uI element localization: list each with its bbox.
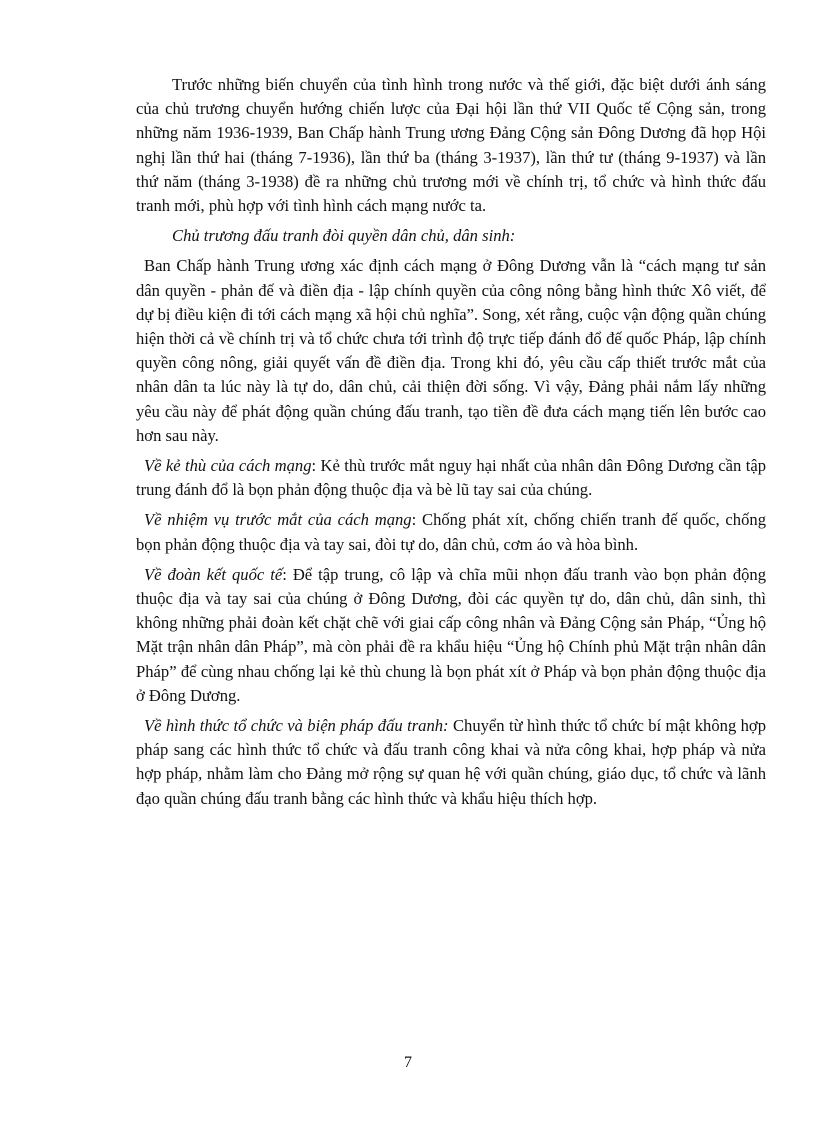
page-number: 7 <box>404 1054 412 1071</box>
paragraph-task-text: Ban Chấp hành Trung ương xác định cách mạng ở Đông Dương vẫn là “cách mạng tư sản dân quyền - phản đế và điền địa - lập chính quyền của công nông bằng hình thức Xô viết, để dự bị điều kiện đi tới cách mạng xã hội chủ nghĩa”. Song, xét rằng, cuộc vận động quần chúng hiện thời cả về chính trị và tổ chức chưa tới trình độ trực tiếp đánh đổ đế quốc Pháp, lập chính quyền công nông, giải quyết vấn đề điền địa. Trong khi đó, yêu cầu cấp thiết trước mắt của nhân dân ta lúc này là tự do, dân chủ, cải thiện đời sống. Vì vậy, Đảng phải nắm lấy những yêu cầu này để phát động quần chúng đấu tranh, tạo tiền đề đưa cách mạng tiến lên bước cao hơn sau này. <box>136 256 766 445</box>
paragraph-enemy-lead: Về kẻ thù của cách mạng <box>144 456 312 476</box>
paragraph-intro <box>136 73 766 218</box>
paragraph-methods-text: Chuyển từ hình thức tổ chức bí mật không hợp pháp sang các hình thức tổ chức và đấu tranh công khai và nửa công khai, hợp pháp và nửa hợp pháp, nhằm làm cho Đảng mở rộng sự quan hệ với quần chúng, giáo dục, tổ chức và lãnh đạo quần chúng đấu tranh bằng các hình thức và khẩu hiệu thích hợp. <box>136 716 766 808</box>
document-page <box>136 73 766 817</box>
paragraph-mission <box>136 508 766 556</box>
paragraph-enemy-text: : Kẻ thù trước mắt nguy hại nhất của nhân dân Đông Dương cần tập trung đánh đổ là bọn phản động thuộc địa và bè lũ tay sai của chúng. <box>136 456 766 500</box>
paragraph-enemy <box>136 454 766 502</box>
paragraph-solidarity <box>136 563 766 708</box>
paragraph-task <box>136 254 766 448</box>
paragraph-intro-text: Trước những biến chuyển của tình hình trong nước và thế giới, đặc biệt dưới ánh sáng của chủ trương chuyển hướng chiến lược của Đại hội lần thứ VII Quốc tế Cộng sản, trong những năm 1936-1939, Ban Chấp hành Trung ương Đảng Cộng sản Đông Dương đã họp Hội nghị lần thứ hai (tháng 7-1936), lần thứ ba (tháng 3-1937), lần thứ tư (tháng 9-1937) và lần thứ năm (tháng 3-1938) đề ra những chủ trương mới về chính trị, tổ chức và hình thức đấu tranh mới, phù hợp với tình hình cách mạng nước ta. <box>136 75 766 216</box>
section-heading: Chủ trương đấu tranh đòi quyền dân chủ, dân sinh: <box>172 226 516 246</box>
paragraph-solidarity-lead: Về đoàn kết quốc tế <box>144 564 283 584</box>
paragraph-mission-lead: Về nhiệm vụ trước mắt của cách mạng <box>144 510 412 530</box>
paragraph-solidarity-text: : Để tập trung, cô lập và chĩa mũi nhọn đấu tranh vào bọn phản động thuộc địa và tay sai của chúng ở Đông Dương, đòi các quyền tự do, dân chủ, dân sinh, thì không những phải đoàn kết chặt chẽ với giai cấp công nhân và Đảng Cộng sản Pháp, “Ủng hộ Mặt trận nhân dân Pháp”, mà còn phải đề ra khẩu hiệu “Ủng hộ Chính phủ Mặt trận nhân dân Pháp” để cùng nhau chống lại kẻ thù chung là bọn phát xít ở Pháp và bọn phản động thuộc địa ở Đông Dương. <box>136 564 767 705</box>
paragraph-methods <box>136 714 766 811</box>
paragraph-mission-text: : Chống phát xít, chống chiến tranh đế quốc, chống bọn phản động thuộc địa và tay sai, đòi tự do, dân chủ, cơm áo và hòa bình. <box>136 510 766 554</box>
paragraph-methods-lead: Về hình thức tổ chức và biện pháp đấu tranh: <box>144 716 449 736</box>
